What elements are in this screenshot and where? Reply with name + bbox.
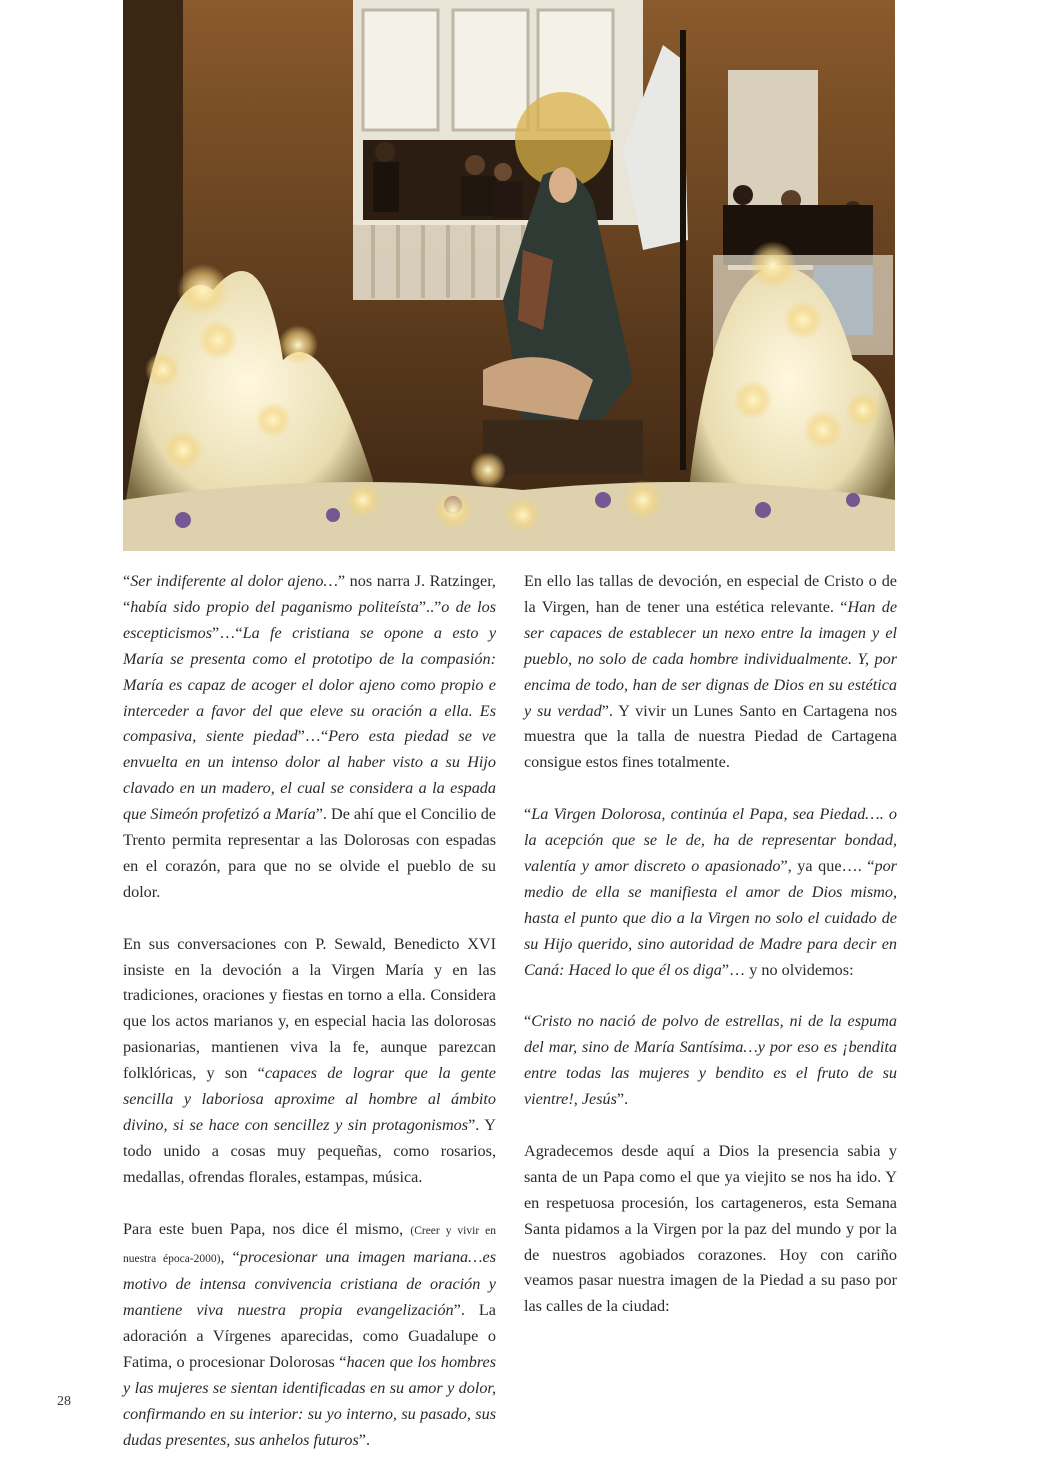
body-text: ”. (616, 1090, 629, 1109)
body-text: ”. (358, 1430, 371, 1449)
body-text: Para este buen Papa, nos dice él mismo, (123, 1219, 411, 1238)
body-text: (Creer y vivir en nuestra época-2000) (123, 1224, 496, 1265)
paragraph (524, 802, 897, 983)
quote-text: capaces de lograr que la gente sencilla y laboriosa aproxime al hombre al ámbito divino, si se hace con sencillez y sin protagonismos (123, 1064, 496, 1135)
paragraph (524, 1009, 897, 1113)
body-text: ”. Y vivir un Lunes Santo en Cartagena nos muestra que la talla de nuestra Piedad de Cartagena consigue estos fines totalmente. (524, 701, 897, 772)
body-text: , “ (220, 1247, 240, 1266)
procession-photo (123, 0, 895, 551)
page-number: 28 (57, 1394, 71, 1409)
quote-text: o de los escepticismos (123, 597, 496, 642)
body-text: “ (524, 805, 532, 824)
body-text: ”. La adoración a Vírgenes aparecidas, como Guadalupe o Fatima, o procesionar Dolorosas “ (123, 1301, 496, 1372)
quote-text: Pero esta piedad se ve envuelta en un intenso dolor al haber visto a su Hijo clavado en un madero, el cual se considera a la espada que Simeón profetizó a María (123, 727, 496, 824)
quote-text: La fe cristiana se opone a esto y María se presenta como el prototipo de la compasión: María es capaz de acoger el dolor ajeno como propio e interceder a favor del que eleve su oración a ella. Es compasiva, siente piedad (123, 623, 496, 746)
left-column (123, 569, 496, 1480)
paragraph (123, 932, 496, 1191)
quote-text: La Virgen Dolorosa, continúa el Papa, sea Piedad…. o la acepción que se le de, ha de representar bondad, valentía y amor discreto o apasionado (524, 805, 897, 875)
paragraph (524, 569, 897, 776)
quote-text: Han de ser capaces de establecer un nexo entre la imagen y el pueblo, no solo de cada hombre individualmente. Y, por encima de todo, han de ser dignas de Dios en su estética y su verdad (524, 597, 898, 720)
paragraph (123, 569, 496, 906)
body-text: ”… y no olvidemos: (721, 960, 854, 979)
quote-text: hacen que los hombres y las mujeres se sientan identificadas en su amor y dolor, confirmando en su interior: su yo interno, su pasado, sus dudas presentes, sus anhelos futuros (123, 1353, 496, 1449)
body-text: En ello las tallas de devoción, en especial de Cristo o de la Virgen, han de tener una estética relevante. “ (524, 572, 897, 616)
right-column (524, 569, 897, 1346)
body-text: Agradecemos desde aquí a Dios la presencia sabia y santa de un Papa como el que ya viejito se nos ha ido. Y en respetuosa procesión, los cartageneros, esta Semana Santa pidamos a la Virgen por la paz del mundo y por la de nuestros agobiados corazones. Hoy con cariño veamos pasar nuestra imagen de la Piedad a su paso por las calles de la ciudad: (524, 1141, 897, 1316)
body-text: ”…“ (297, 727, 329, 746)
quote-text: Ser indiferente al dolor ajeno… (130, 572, 338, 590)
paragraph (123, 1217, 496, 1454)
quote-text: procesionar una imagen mariana…es motivo de intensa convivencia cristiana de oración y mantiene viva nuestra propia evangelización (123, 1247, 497, 1320)
body-text: ”, ya que…. “ (780, 856, 875, 875)
body-text: ”. Y todo unido a cosas muy pequeñas, como rosarios, medallas, ofrendas florales, estampas, música. (123, 1116, 496, 1186)
body-text: En sus conversaciones con P. Sewald, Benedicto XVI insiste en la devoción a la Virgen María y en las tradiciones, oraciones y fiestas en torno a ella. Considera que los actos marianos y, en especial hacia las dolorosas pasionarias, mantienen viva la fe, aunque parezcan folklóricas, y son “ (123, 934, 496, 1083)
body-text: “ (123, 572, 131, 590)
quote-text: Cristo no nació de polvo de estrellas, ni de la espuma del mar, sino de María Santísima…y por eso es ¡bendita entre todas las mujeres y bendito es el fruto de su vientre!, Jesús (524, 1012, 897, 1109)
body-text: “ (524, 1012, 532, 1031)
quote-text: había sido propio del paganismo politeísta (130, 597, 419, 616)
body-text: ” nos narra J. Ratzinger, “ (123, 572, 496, 616)
paragraph (524, 1139, 897, 1320)
body-text: ”. De ahí que el Concilio de Trento permita representar a las Dolorosas con espadas en el corazón, para que no se olvide el pueblo de su dolor. (123, 805, 496, 901)
quote-text: por medio de ella se manifiesta el amor de Dios mismo, hasta el punto que dio a la Virgen no solo el cuidado de su Hijo querido, sino autoridad de Madre para decir en Caná: Haced lo que él os diga (524, 856, 897, 979)
body-text: ”…“ (212, 623, 243, 642)
body-text: ”..” (418, 597, 442, 616)
